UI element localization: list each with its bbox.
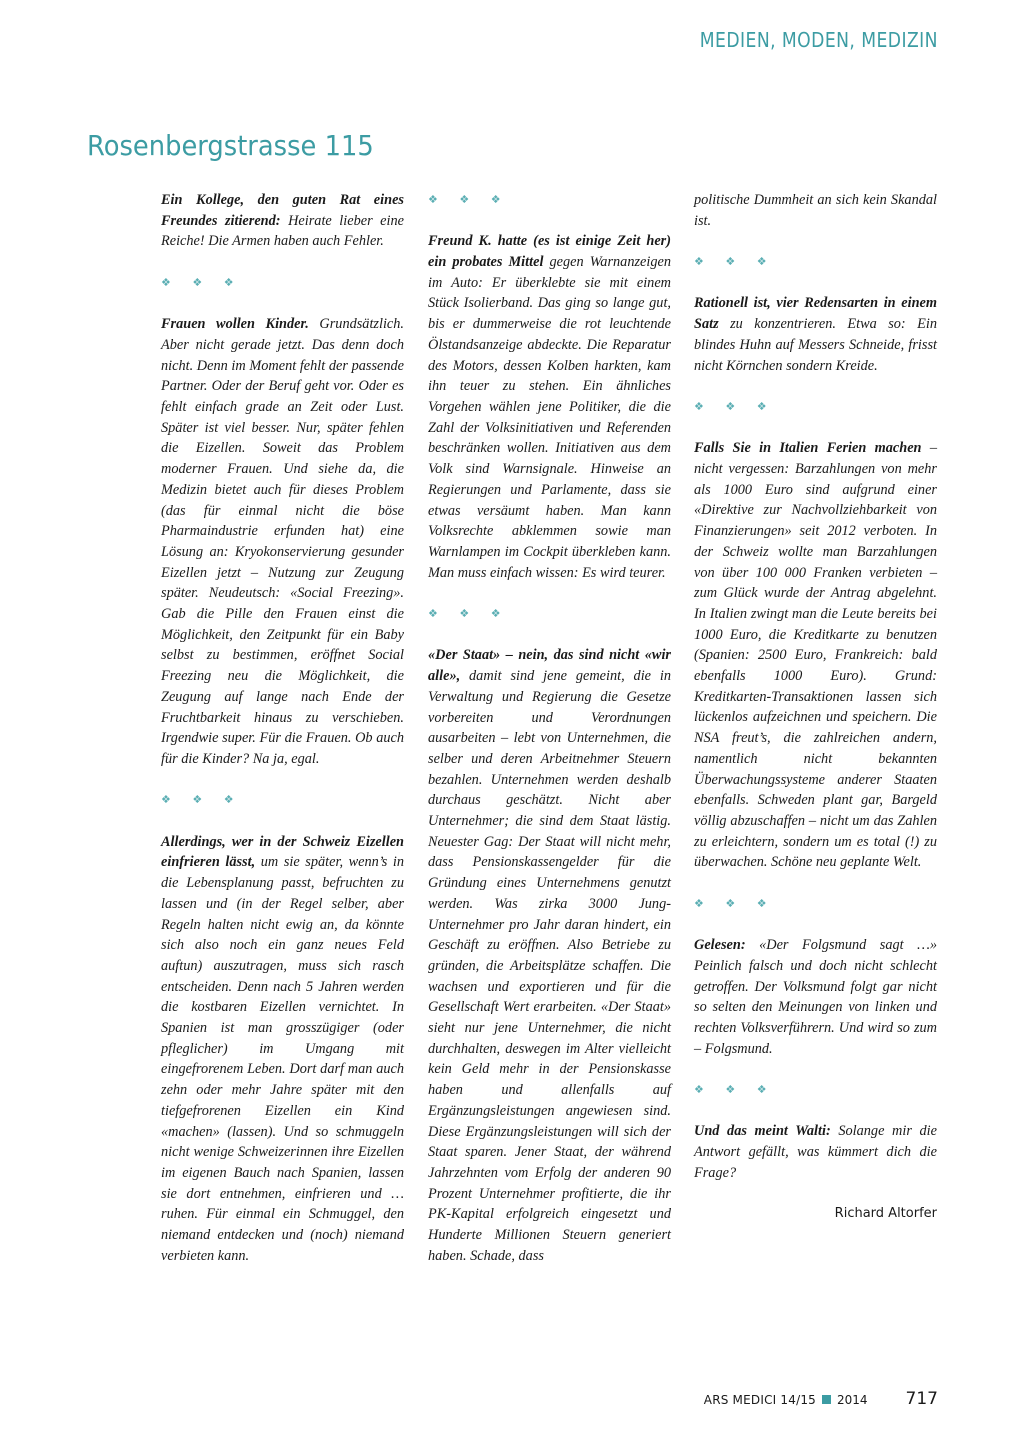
section-header: MEDIEN, MODEN, MEDIZIN: [699, 28, 938, 52]
separator-ornament: ❖ ❖ ❖: [694, 255, 776, 269]
page-number: 717: [905, 1389, 938, 1409]
paragraph: [694, 190, 937, 231]
paragraph-lead: Falls Sie in Italien Ferien machen: [694, 440, 922, 457]
paragraph-text: «Der Folgsmund sagt …» Peinlich falsch und doch nicht schlecht getroffen. Der Volksmund folgt gar nicht so selten den Meinungen von linken und rechten Volksverführern. Und wird so zum – Folgsmund.: [694, 937, 937, 1057]
paragraph-text: zu konzentrieren. Etwa so: Ein blindes Huhn auf Messers Schneide, frisst nicht Körnchen sondern Kreide.: [694, 316, 937, 374]
paragraph-lead: Freund K. hatte (es ist einige Zeit her) ein probates Mittel: [428, 233, 671, 271]
paragraph-lead: «Der Staat» – nein, das sind nicht «wir alle»,: [428, 647, 671, 685]
separator-ornament: ❖ ❖ ❖: [694, 399, 776, 413]
paragraph-text: Solange mir die Antwort gefällt, was kümmert dich die Frage?: [694, 1123, 937, 1181]
paragraph: [428, 231, 671, 583]
paragraph-text: gegen Warnanzeigen im Auto: Er überklebte sie mit einem Stück Isolierband. Das ging so lange gut, bis er dummerweise die rot leuchtende Ölstandsanzeige abdeckte. Die Reparatur des Motors, dessen Kolben harkten, kam ihn teuer zu stehen. Ein ähnliches Vorgehen wählen jene Politiker, die die Zahl der Volksinitiativen und Referenden beschränken wollen. Initiativen aus dem Volk sind Warnsignale. Hinweise an Regierungen und Parlamente, dass sie etwas versäumt haben. Man kann Volksrechte abklemmen sowie man Warnlampen im Cockpit überkleben kann. Man muss einfach wissen: Es wird teurer.: [428, 254, 671, 581]
square-icon: [822, 1395, 831, 1404]
text-column-1: [161, 190, 404, 1266]
paragraph-text: Heirate lieber eine Reiche! Die Armen haben auch Fehler.: [161, 212, 404, 250]
paragraph: [428, 645, 671, 1266]
paragraph-text: um sie später, wenn’s in die Lebensplanung passt, befruchten zu lassen und (in der Regel selber, aber Regeln halten nicht ewig an, da könnte sich also noch ein ganz neues Feld auftun) auszutragen, muss sich rasch entscheiden. Denn nach 5 Jahren werden die kostbaren Eizellen vernichtet. In Spanien ist man grosszügiger (oder pfleglicher) im Umgang mit eingefrorenem Leben. Dort darf man auch zehn oder mehr Jahre später mit den tiefgefrorenen Eizellen ein Kind «machen» (lassen). Und so schmuggeln nicht wenige Schweizerinnen ihre Eizellen im eigenen Bauch nach Spanien, lassen sie dort entnehmen, einfrieren und … ruhen. Für einmal ein Schmuggel, den niemand entdecken und (noch) niemand verbieten kann.: [161, 854, 404, 1264]
separator-ornament: ❖ ❖ ❖: [161, 275, 243, 289]
paragraph: [161, 190, 404, 252]
text-column-2: [428, 190, 671, 1266]
paragraph-text: Grundsätzlich. Aber nicht gerade jetzt. Das denn doch nicht. Denn im Moment fehlt der passende Partner. Oder der Beruf geht vor. Oder es fehlt einfach grade an Zeit oder Lust. Später ist viel besser. Nur, später fehlen die Eizellen. Soweit das Problem moderner Frauen. Und siehe da, die Medizin bietet auch für dieses Problem (das für einmal nicht die böse Pharmaindustrie erfunden hat) eine Lösung an: Kryokonservierung gesunder Eizellen jetzt – Nutzung zur Zeugung später. Neudeutsch: «Social Freezing». Gab die Pille den Frauen einst die Möglichkeit, den Zeitpunkt für ein Baby selbst zu bestimmen, eröffnet Social Freezing neu die Möglichkeit, die Zeugung auf lange nach Ende der Fruchtbarkeit hinaus zu verschieben. Irgendwie super. Für die Frauen. Ob auch für die Kinder? Na ja, egal.: [161, 316, 404, 767]
paragraph: [161, 314, 404, 769]
text-column-3: [694, 190, 937, 1224]
paragraph: [694, 438, 937, 873]
separator-ornament: ❖ ❖ ❖: [694, 896, 776, 910]
paragraph-lead: Gelesen:: [694, 937, 746, 954]
separator-ornament: ❖ ❖ ❖: [161, 793, 243, 807]
journal-name: ARS MEDICI 14/15: [703, 1393, 816, 1407]
separator-ornament: ❖ ❖ ❖: [428, 193, 510, 206]
paragraph: [694, 1121, 937, 1183]
paragraph-text: politische Dummheit an sich kein Skandal ist.: [694, 192, 937, 229]
separator-ornament: ❖ ❖ ❖: [694, 1083, 776, 1097]
author-name: Richard Altorfer: [834, 1205, 937, 1221]
paragraph-lead: Allerdings, wer in der Schweiz Eizellen einfrieren lässt,: [161, 833, 404, 871]
paragraph: [161, 832, 404, 1267]
separator-ornament: ❖ ❖ ❖: [428, 607, 510, 621]
page-footer: [704, 1389, 938, 1409]
paragraph: [694, 293, 937, 376]
article-title: Rosenbergstrasse 115: [87, 128, 374, 162]
paragraph-text: – nicht vergessen: Barzahlungen von mehr als 1000 Euro sind aufgrund einer «Direktive zur Nachvollziehbarkeit von Finanzierungen» seit 2012 verboten. In der Schweiz wollte man Barzahlungen von über 100 000 Franken verbieten – zum Glück wurde der Antrag abgelehnt. In Italien zwingt man die Leute bereits bei 1000 Euro, die Kreditkarte zu benutzen (Spanien: 2500 Euro, Frankreich: bald ebenfalls 1000 Euro). Grund: Kreditkarten-Transaktionen lassen sich lückenlos aufzeichnen und speichern. Die NSA freut’s, die zahlreichen andern, namentlich nicht bekannten Überwachungssysteme anderer Staaten ebenfalls. Schweden plant gar, Bargeld völlig abzuschaffen – nicht um das Zahlen zu erleichtern, sondern um es total (!) zu überwachen. Schöne neu geplante Welt.: [694, 440, 937, 871]
paragraph-lead: Ein Kollege, den guten Rat eines Freundes zitierend:: [161, 192, 404, 229]
paragraph-lead: Und das meint Walti:: [694, 1123, 831, 1140]
paragraph: [694, 935, 937, 1059]
paragraph-lead: Rationell ist, vier Redensarten in einem Satz: [694, 295, 937, 333]
paragraph-text: damit sind jene gemeint, die in Verwaltung und Regierung die Gesetze vorbereiten und Verordnungen ausarbeiten – lebt von Unternehmen, die selber und deren Arbeitnehmer Steuern bezahlen. Unternehmen werden deshalb durchaus geschätzt. Nicht aber Unternehmer; die sind dem Staat lästig. Neuester Gag: Der Staat will nicht mehr, dass Pensionskassengelder für die Gründung eines Unternehmens genutzt werden. Was zirka 3000 Jung-Unternehmer pro Jahr daran hindert, ein Geschäft zu eröffnen. Also Betriebe zu gründen, die Arbeitsplätze schaffen. Die wachsen und exportieren und für die Gesellschaft Wert erarbeiten. «Der Staat» sieht nur jene Unternehmer, die nicht durchhalten, deswegen im Alter vielleicht kein Geld mehr in der Pensionskasse haben und allenfalls auf Ergänzungsleistungen angewiesen sind. Diese Ergänzungsleistungen will sich der Staat sparen. Jener Staat, der während Jahrzehnten vom Erfolg der anderen 90 Prozent Unternehmer profitierte, die ihr PK-Kapital erfolgreich eingesetzt und Hunderte Millionen Steuern generiert haben. Schade, dass: [428, 668, 671, 1264]
paragraph-lead: Frauen wollen Kinder.: [161, 316, 309, 333]
journal-year: 2014: [837, 1393, 868, 1407]
